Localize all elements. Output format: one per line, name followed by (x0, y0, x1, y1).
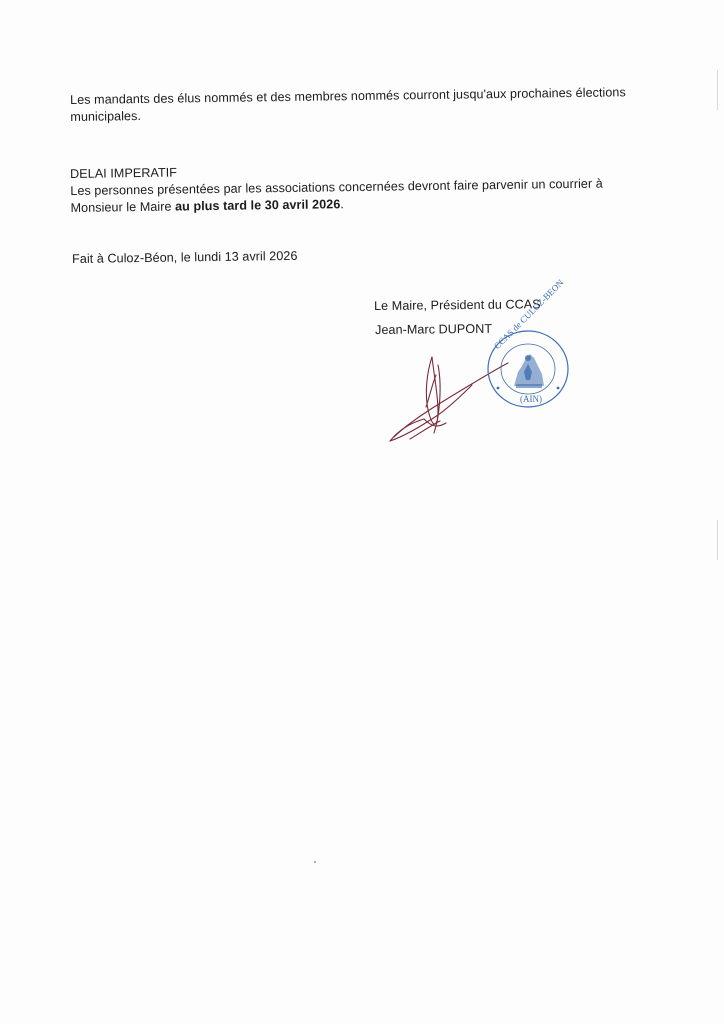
mandates-line-1: Les mandants des élus nommés et des membres nommés courront jusqu'aux prochaines élections (70, 85, 626, 107)
deadline-line-2-prefix: Monsieur le Maire (70, 199, 176, 215)
signatory-title: Le Maire, Président du CCAS (374, 297, 541, 313)
scan-edge-mark (717, 520, 718, 560)
scan-edge-mark (717, 70, 718, 110)
deadline-date-bold: au plus tard le 30 avril 2026 (174, 197, 341, 214)
stamp-top-text: CCAS de CULOZ-BEON (492, 277, 566, 352)
deadline-paragraph (70, 158, 631, 217)
signatory-name: Jean-Marc DUPONT (375, 321, 493, 337)
deadline-line-1: Les personnes présentées par les associations concernées devront faire parvenir un courrier à (70, 176, 603, 198)
deadline-heading: DELAI IMPERATIF (70, 165, 178, 181)
stamp-bottom-text: (AIN) (520, 394, 542, 404)
mandates-paragraph (70, 84, 630, 126)
place-date-line: Fait à Culoz-Béon, le lundi 13 avril 2026 (72, 248, 298, 266)
deadline-line-2-suffix: . (340, 197, 344, 212)
mandates-line-2: municipales. (70, 109, 142, 124)
scan-dust-dot (314, 861, 316, 863)
